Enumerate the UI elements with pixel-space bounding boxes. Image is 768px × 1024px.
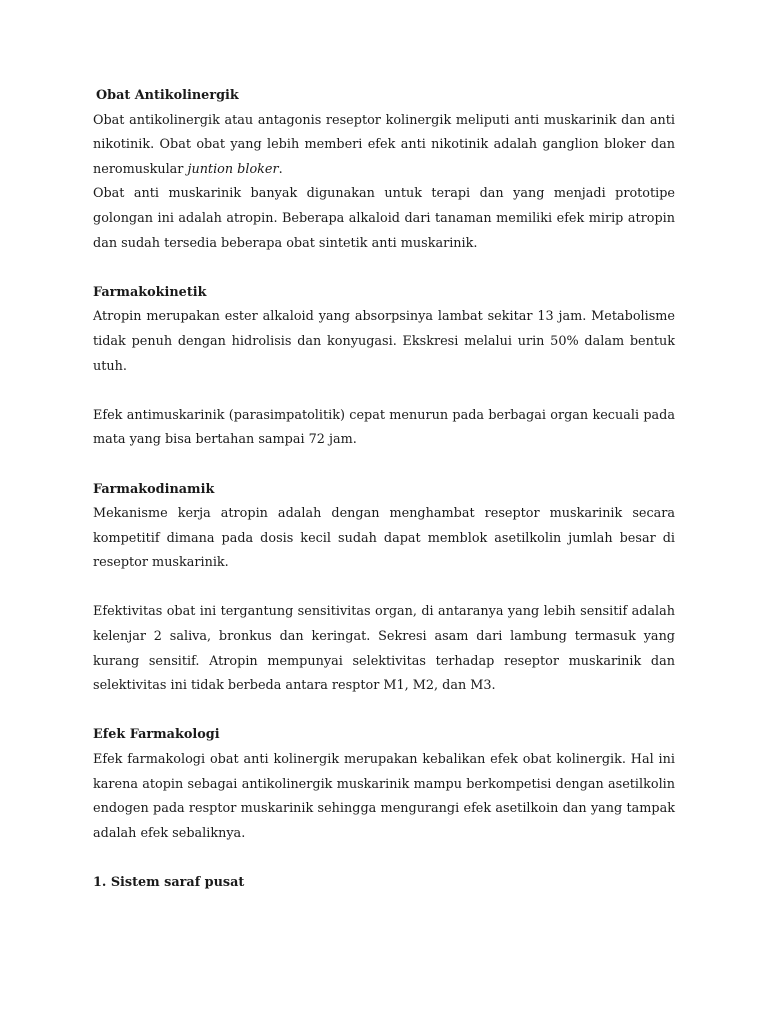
paragraph: Efek farmakologi obat anti kolinergik merupakan kebalikan efek obat kolinergik. Hal ini karena atopin sebagai antikolinergik muskarinik mampu berkompetisi dengan asetilkolin endogen pada resptor muskarinik sehingga mengurangi efek asetilkoin dan yang tampak adalah efek sebaliknya. bbox=[93, 752, 675, 841]
paragraph-text: Obat antikolinergik atau antagonis reseptor kolinergik meliputi anti muskarinik dan anti nikotinik. Obat obat yang lebih memberi efek anti nikotinik adalah ganglion bloker dan neromuskular bbox=[93, 112, 675, 177]
section-heading-obat-antikolinergik: Obat Antikolinergik bbox=[96, 88, 239, 103]
section-heading-farmakokinetik: Farmakokinetik bbox=[93, 284, 207, 300]
spacer bbox=[93, 379, 675, 404]
paragraph: Atropin merupakan ester alkaloid yang absorpsinya lambat sekitar 13 jam. Metabolisme tidak penuh dengan hidrolisis dan konyugasi. Ekskresi melalui urin 50% dalam bentuk utuh. bbox=[93, 309, 675, 374]
paragraph: Efek antimuskarinik (parasimpatolitik) cepat menurun pada berbagai organ kecuali pada mata yang bisa bertahan sampai 72 jam. bbox=[93, 407, 675, 448]
section-heading-efek-farmakologi: Efek Farmakologi bbox=[93, 727, 220, 743]
document-page bbox=[93, 84, 675, 896]
spacer bbox=[93, 576, 675, 601]
spacer bbox=[93, 256, 675, 281]
paragraph-text: . bbox=[278, 161, 283, 177]
paragraph bbox=[93, 109, 675, 183]
section-heading-sistem-saraf-pusat: 1. Sistem saraf pusat bbox=[93, 875, 245, 890]
paragraph: Efektivitas obat ini tergantung sensitivitas organ, di antaranya yang lebih sensitif adalah kelenjar 2 saliva, bronkus dan keringat. Sekresi asam dari lambung termasuk yang kurang sensitif. Atropin mempunyai selektivitas terhadap reseptor muskarinik dan selektivitas ini tidak berbeda antara resptor M1, M2, dan M3. bbox=[93, 604, 675, 694]
paragraph: Mekanisme kerja atropin adalah dengan menghambat reseptor muskarinik secara kompetitif dimana pada dosis kecil sudah dapat memblok asetilkolin jumlah besar di reseptor muskarinik. bbox=[93, 506, 675, 571]
italic-term: juntion bloker bbox=[187, 161, 279, 177]
spacer bbox=[93, 453, 675, 478]
paragraph: Obat anti muskarinik banyak digunakan untuk terapi dan yang menjadi prototipe golongan ini adalah atropin. Beberapa alkaloid dari tanaman memiliki efek mirip atropin dan sudah tersedia beberapa obat sintetik anti muskarinik. bbox=[93, 186, 675, 251]
spacer bbox=[93, 846, 675, 871]
section-heading-farmakodinamik: Farmakodinamik bbox=[93, 481, 215, 497]
spacer bbox=[93, 699, 675, 724]
